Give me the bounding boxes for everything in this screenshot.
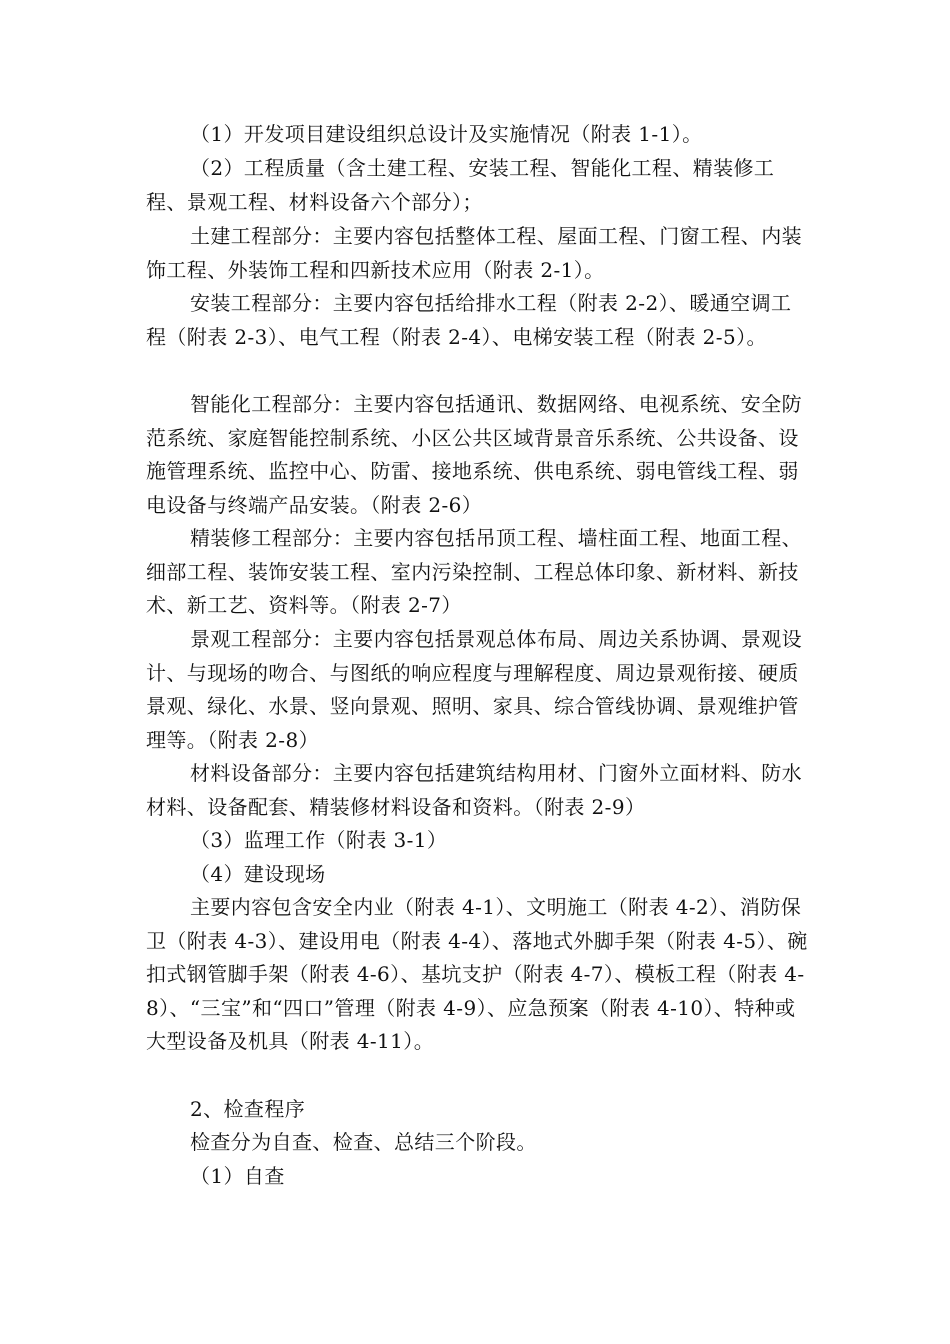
paragraph-item-3: （3）监理工作（附表 3-1）: [190, 828, 448, 852]
paragraph-civil-works: 土建工程部分：主要内容包括整体工程、屋面工程、门窗工程、内装饰工程、外装饰工程和四新技术应用（附表 2-1）。: [146, 224, 802, 282]
paragraph-self-check: （1）自查: [190, 1164, 285, 1188]
paragraph-installation-works: 安装工程部分：主要内容包括给排水工程（附表 2-2）、暖通空调工程（附表 2-3）、电气工程（附表 2-4）、电梯安装工程（附表 2-5）。: [146, 291, 792, 349]
paragraph-landscape-works: 景观工程部分：主要内容包括景观总体布局、周边关系协调、景观设计、与现场的吻合、与图纸的响应程度与理解程度、周边景观衔接、硬质景观、绿化、水景、竖向景观、照明、家具、综合管线协调、景观维护管理等。（附表 2-8）: [146, 627, 802, 752]
paragraph-item-4: （4）建设现场: [190, 862, 326, 886]
paragraph-site-content: 主要内容包含安全内业（附表 4-1）、文明施工（附表 4-2）、消防保卫（附表 4-3）、建设用电（附表 4-4）、落地式外脚手架（附表 4-5）、碗扣式钢管脚手架（附表 4-6）、基坑支护（附表 4-7）、模板工程（附表 4-8）、“三宝”和“四口”管理（附表 4-9）、应急预案（附表 4-10）、特种或大型设备及机具（附表 4-11）。: [146, 895, 808, 1054]
section-heading-inspection-procedure: 2、检查程序: [190, 1097, 306, 1121]
paragraph-decoration-works: 精装修工程部分：主要内容包括吊顶工程、墙柱面工程、地面工程、细部工程、装饰安装工程、室内污染控制、工程总体印象、新材料、新技术、新工艺、资料等。（附表 2-7）: [146, 526, 802, 618]
paragraph-item-1: （1）开发项目建设组织总设计及实施情况（附表 1-1）。: [190, 122, 703, 146]
paragraph-materials-equipment: 材料设备部分：主要内容包括建筑结构用材、门窗外立面材料、防水材料、设备配套、精装修材料设备和资料。（附表 2-9）: [146, 761, 802, 819]
paragraph-item-2: （2）工程质量（含土建工程、安装工程、智能化工程、精装修工程、景观工程、材料设备六个部分）；: [146, 156, 775, 214]
paragraph-intelligent-works: 智能化工程部分：主要内容包括通讯、数据网络、电视系统、安全防范系统、家庭智能控制系统、小区公共区域背景音乐系统、公共设备、设施管理系统、监控中心、防雷、接地系统、供电系统、弱电管线工程、弱电设备与终端产品安装。（附表 2-6）: [146, 392, 802, 517]
paragraph-inspection-stages: 检查分为自查、检查、总结三个阶段。: [190, 1130, 537, 1154]
